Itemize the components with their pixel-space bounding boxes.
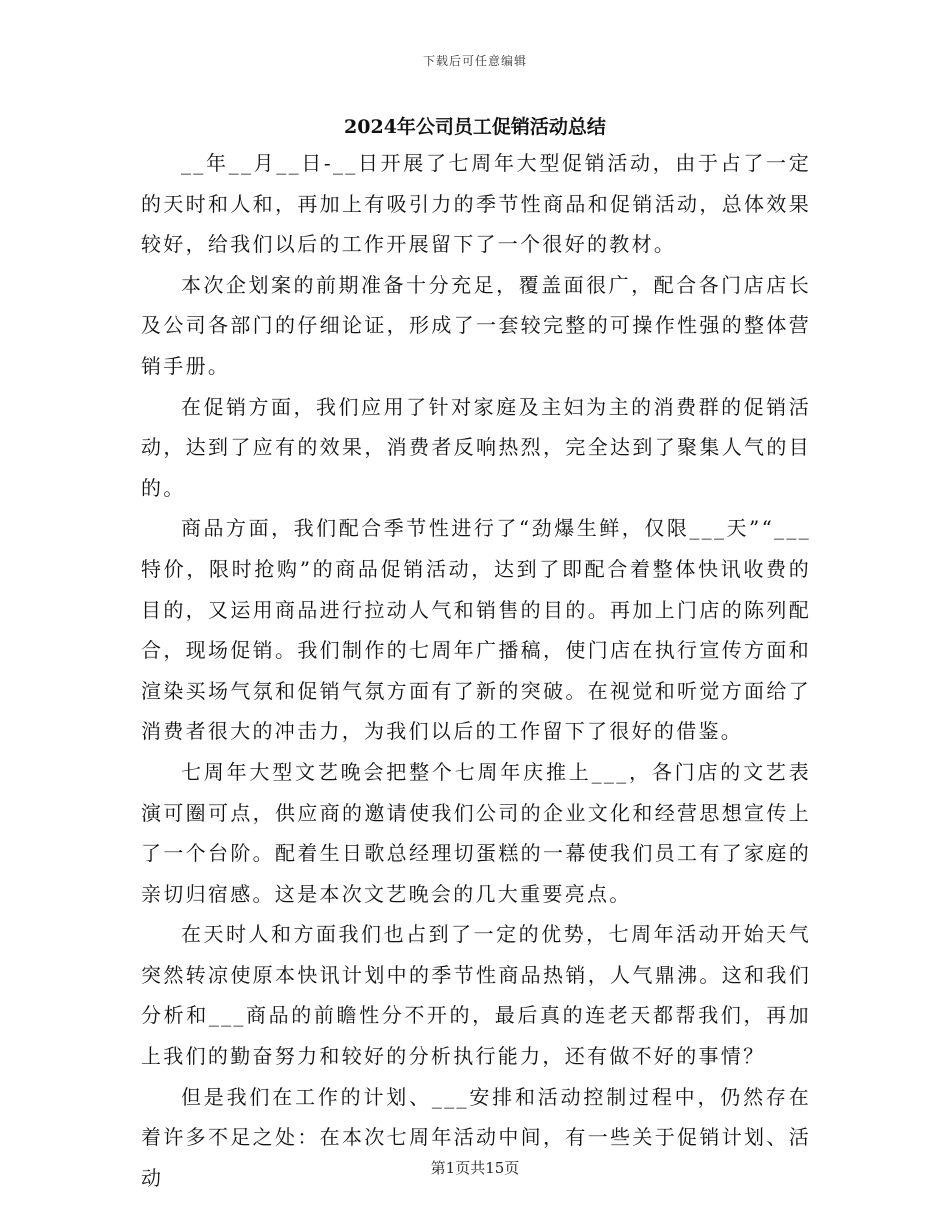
paragraph: __年__月__日-__日开展了七周年大型促销活动，由于占了一定的天时和人和，再加上有吸引力的季节性商品和促销活动，总体效果较好，给我们以后的工作开展留下了一个很好的教材。: [141, 151, 811, 257]
header-note: 下载后可任意编辑: [422, 54, 527, 68]
paragraph: 在促销方面，我们应用了针对家庭及主妇为主的消费群的促销活动，达到了应有的效果，消费者反响热烈，完全达到了聚集人气的目的。: [141, 394, 811, 500]
paragraph: 在天时人和方面我们也占到了一定的优势，七周年活动开始天气突然转凉使原本快讯计划中的季节性商品热销，人气鼎沸。这和我们分析和___商品的前瞻性分不开的，最后真的连老天都帮我们，再加上我们的勤奋努力和较好的分析执行能力，还有做不好的事情？: [141, 922, 811, 1069]
paragraph: 但是我们在工作的计划、___安排和活动控制过程中，仍然存在着许多不足之处：在本次七周年活动中间，有一些关于促销计划、活动: [141, 1084, 811, 1190]
paragraph: 商品方面，我们配合季节性进行了“劲爆生鲜，仅限___天”“___特价，限时抢购”的商品促销活动，达到了即配合着整体快讯收费的目的，又运用商品进行拉动人气和销售的目的。再加上门店的陈列配合，现场促销。我们制作的七周年广播稿，使门店在执行宣传方面和渲染买场气氛和促销气氛方面有了新的突破。在视觉和听觉方面给了消费者很大的冲击力，为我们以后的工作留下了很好的借鉴。: [141, 516, 811, 744]
paragraph: 本次企划案的前期准备十分充足，覆盖面很广，配合各门店店长及公司各部门的仔细论证，形成了一套较完整的可操作性强的整体营销手册。: [141, 272, 811, 378]
paragraph: 七周年大型文艺晚会把整个七周年庆推上___，各门店的文艺表演可圈可点，供应商的邀请使我们公司的企业文化和经营思想宣传上了一个台阶。配着生日歌总经理切蛋糕的一幕使我们员工有了家庭的亲切归宿感。这是本次文艺晚会的几大重要亮点。: [141, 759, 811, 906]
page-number-footer: 第1页共15页: [430, 1159, 520, 1177]
document-title: 2024年公司员工促销活动总结: [344, 116, 606, 138]
document-body: [141, 143, 811, 1198]
